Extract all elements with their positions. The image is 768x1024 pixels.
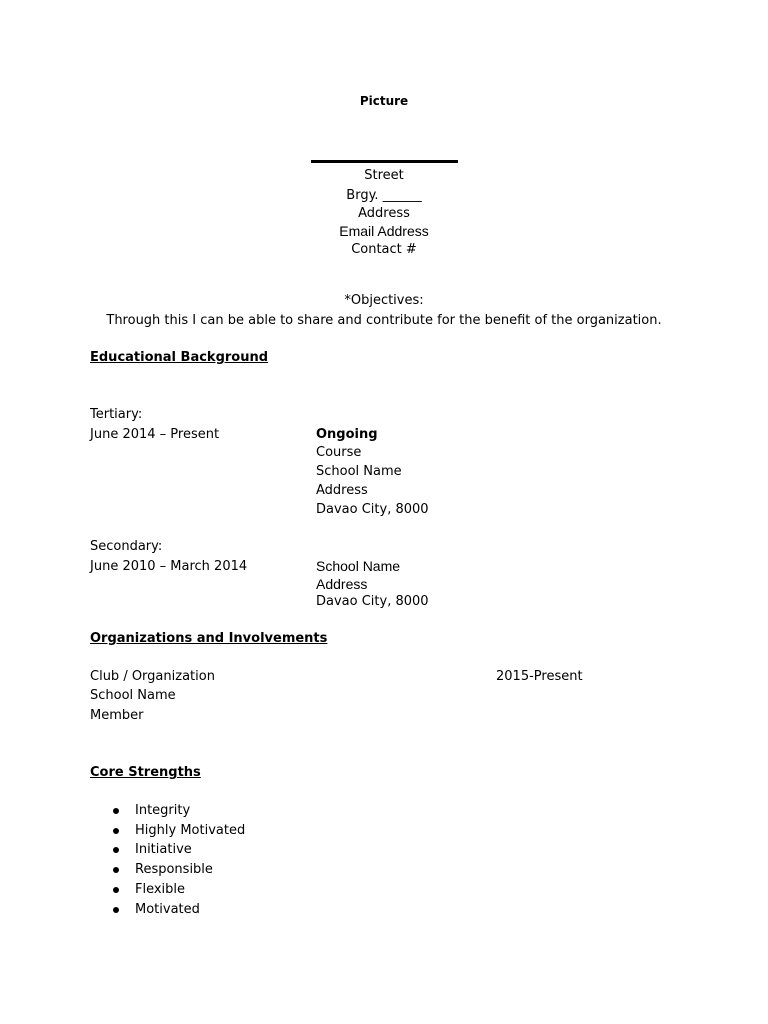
- tertiary-dates: June 2014 – Present: [90, 427, 220, 442]
- organizations-heading: Organizations and Involvements: [90, 631, 328, 646]
- name-line: [311, 160, 458, 163]
- strengths-heading: Core Strengths: [90, 765, 201, 780]
- contact-line: Contact #: [351, 242, 417, 257]
- org-role: Member: [90, 708, 144, 723]
- address-line: Address: [358, 206, 410, 221]
- education-heading: Educational Background: [90, 350, 269, 365]
- tertiary-address: Address: [316, 483, 368, 498]
- tertiary-city: Davao City, 8000: [316, 502, 429, 517]
- secondary-address: Address: [316, 576, 368, 592]
- secondary-dates: June 2010 – March 2014: [90, 559, 248, 574]
- strength-item: Initiative: [135, 842, 192, 857]
- tertiary-course: Course: [316, 445, 362, 460]
- strength-item: Responsible: [135, 862, 213, 877]
- org-school: School Name: [90, 688, 176, 703]
- bullet-dot: [113, 867, 119, 873]
- strength-item: Integrity: [135, 803, 191, 818]
- org-dates: 2015-Present: [496, 669, 583, 684]
- street-line: Street: [364, 168, 404, 183]
- secondary-city: Davao City, 8000: [316, 594, 429, 609]
- bullet-dot: [113, 808, 119, 814]
- tertiary-school: School Name: [316, 464, 402, 479]
- bullet-dot: [113, 907, 119, 913]
- secondary-label: Secondary:: [90, 539, 163, 554]
- bullet-dot: [113, 887, 119, 893]
- objectives-text: Through this I can be able to share and contribute for the benefit of the organization.: [106, 313, 662, 328]
- secondary-school: School Name: [316, 558, 401, 574]
- objectives-label: *Objectives:: [344, 293, 424, 308]
- tertiary-status: Ongoing: [316, 427, 378, 442]
- barangay-line: Brgy. ______: [346, 188, 422, 203]
- strength-item: Motivated: [135, 902, 200, 917]
- picture-placeholder: Picture: [359, 94, 409, 108]
- tertiary-label: Tertiary:: [90, 407, 143, 422]
- strength-item: Highly Motivated: [135, 823, 246, 838]
- email-line: Email Address: [339, 223, 429, 239]
- bullet-dot: [113, 847, 119, 853]
- strength-item: Flexible: [135, 882, 186, 897]
- org-club: Club / Organization: [90, 669, 215, 684]
- bullet-dot: [113, 828, 119, 834]
